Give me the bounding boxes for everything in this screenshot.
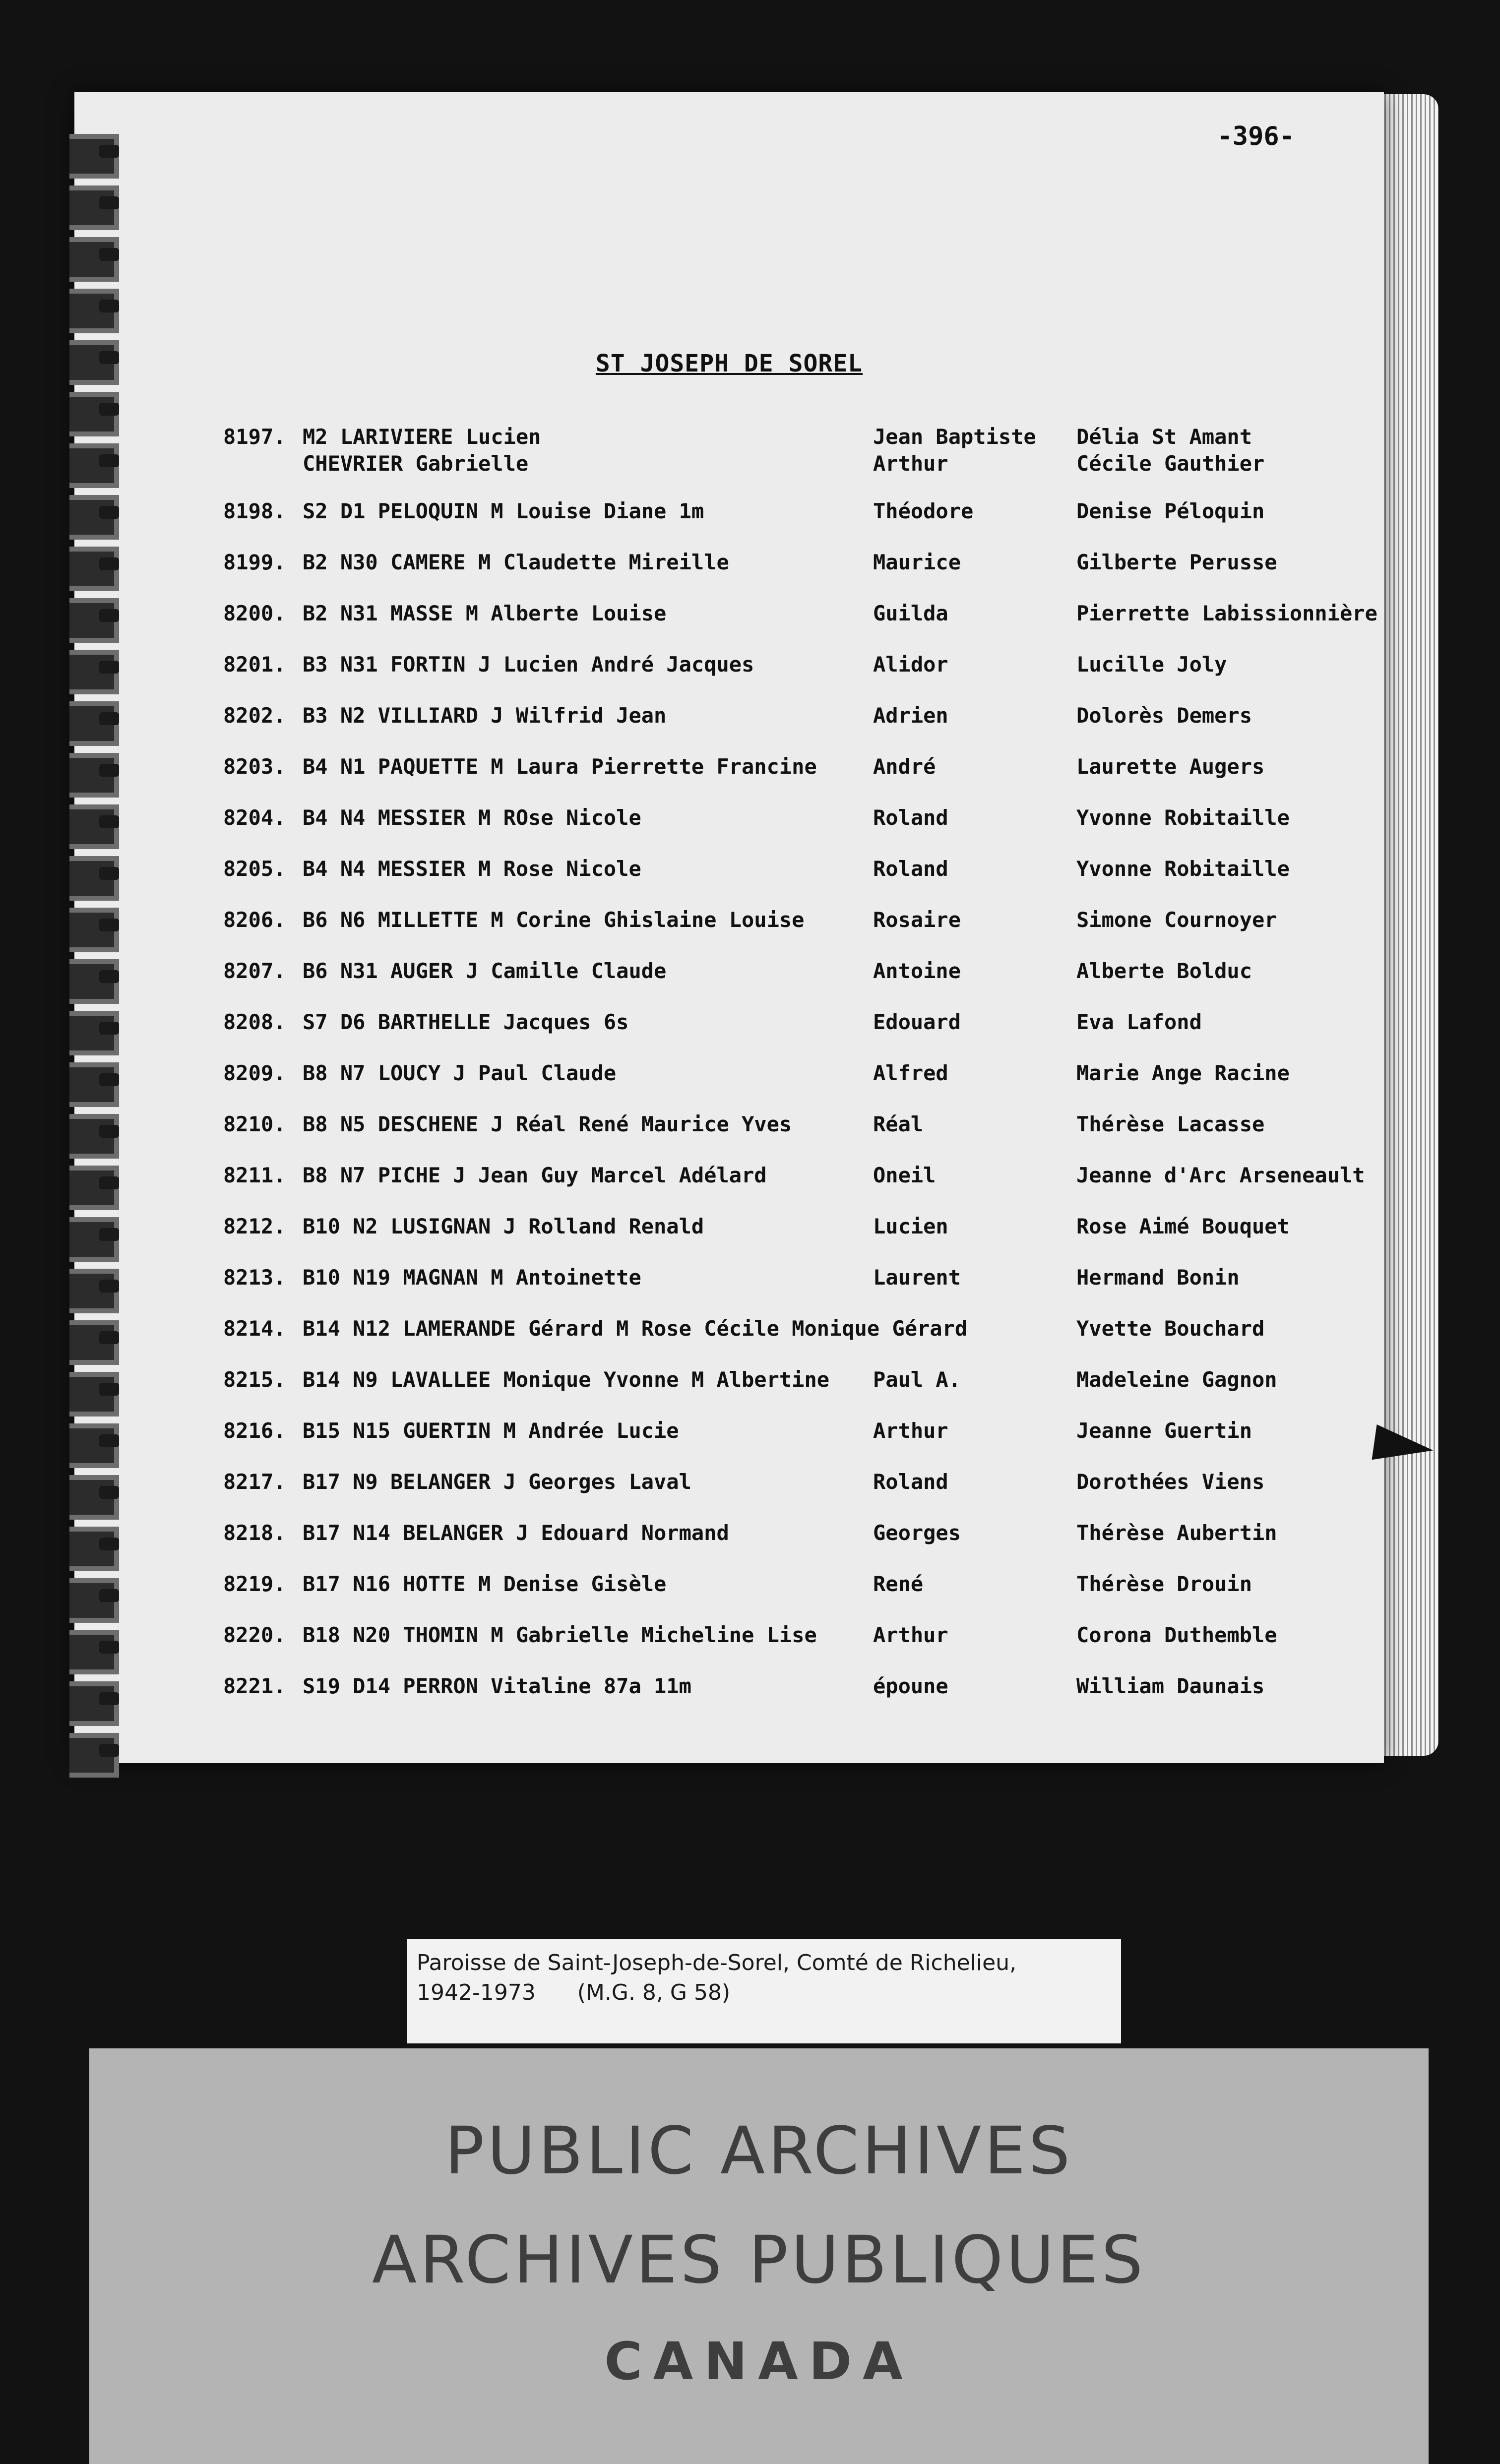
binding-ring	[69, 1217, 119, 1262]
entry-name: B4 N1 PAQUETTE M Laura Pierrette Francine	[303, 754, 817, 779]
binding-ring	[69, 289, 119, 333]
entry-father: Arthur	[873, 1623, 948, 1647]
entry-mother: Jeanne Guertin	[1076, 1418, 1252, 1443]
binding-ring	[69, 856, 119, 901]
entry-name: B18 N20 THOMIN M Gabrielle Micheline Lise	[303, 1623, 817, 1647]
register-entry	[223, 805, 1374, 856]
entry-number: 8210.	[223, 1112, 286, 1136]
entry-mother: Corona Duthemble	[1076, 1623, 1277, 1647]
stamp-line-3: CANADA	[604, 2331, 914, 2392]
binding-ring	[69, 1423, 119, 1468]
register-entry	[223, 754, 1374, 805]
entry-mother: Pierrette Labissionnière	[1076, 601, 1377, 625]
entry-father: René	[873, 1572, 924, 1596]
entry-number: 8204.	[223, 805, 286, 830]
entry-name: B17 N16 HOTTE M Denise Gisèle	[303, 1572, 667, 1596]
archives-stamp	[89, 2048, 1429, 2464]
entry-father: Maurice	[873, 550, 961, 574]
binding-ring	[69, 1578, 119, 1623]
entry-number: 8216.	[223, 1418, 286, 1443]
entry-father: Arthur	[873, 1418, 948, 1443]
entry-mother-2: Cécile Gauthier	[1076, 451, 1265, 476]
entry-number: 8203.	[223, 754, 286, 779]
register-entry	[223, 1367, 1374, 1418]
entry-mother: Yvonne Robitaille	[1076, 805, 1290, 830]
entry-father: Rosaire	[873, 908, 961, 932]
entry-number: 8208.	[223, 1010, 286, 1034]
caption-line-1: Paroisse de Saint-Joseph-de-Sorel, Comté de Richelieu,	[417, 1950, 1017, 1975]
entry-mother: Yvonne Robitaille	[1076, 857, 1290, 881]
stamp-line-2: ARCHIVES PUBLIQUES	[372, 2222, 1146, 2298]
register-entry	[223, 1673, 1374, 1725]
binding-ring	[69, 1372, 119, 1417]
caption-line-2: 1942-1973 (M.G. 8, G 58)	[417, 1980, 731, 2005]
entry-number: 8220.	[223, 1623, 286, 1647]
register-entry	[223, 1214, 1374, 1265]
binding-ring	[69, 1114, 119, 1159]
entry-mother: Laurette Augers	[1076, 754, 1265, 779]
register-entry	[223, 1571, 1374, 1622]
binding-ring	[69, 701, 119, 746]
entry-name: S19 D14 PERRON Vitaline 87a 11m	[303, 1674, 691, 1698]
entry-father: Antoine	[873, 959, 961, 983]
entry-father: Jean Baptiste	[873, 425, 1036, 449]
entry-number: 8212.	[223, 1214, 286, 1238]
entry-father: Laurent	[873, 1265, 961, 1290]
register-entry	[223, 1316, 1374, 1367]
entry-father: Edouard	[873, 1010, 961, 1034]
entry-name: B14 N12 LAMERANDE Gérard M Rose Cécile Monique Gérard	[303, 1316, 968, 1341]
entry-name-2: CHEVRIER Gabrielle	[303, 451, 529, 476]
entry-father: Théodore	[873, 499, 974, 523]
entry-number: 8198.	[223, 499, 286, 523]
binding-ring	[69, 598, 119, 643]
binding-ring	[69, 547, 119, 591]
binding-ring	[69, 237, 119, 282]
binding-ring	[69, 443, 119, 488]
register-entries	[223, 424, 1377, 1725]
register-page	[74, 92, 1384, 1763]
entry-name: B3 N31 FORTIN J Lucien André Jacques	[303, 652, 754, 677]
entry-name: B17 N14 BELANGER J Edouard Normand	[303, 1521, 729, 1545]
entry-name: B4 N4 MESSIER M ROse Nicole	[303, 805, 641, 830]
binding-ring	[69, 134, 119, 179]
register-entry	[223, 1622, 1374, 1673]
microfilm-caption	[407, 1939, 1121, 2043]
register-entry	[223, 1418, 1374, 1469]
entry-name: S2 D1 PELOQUIN M Louise Diane 1m	[303, 499, 704, 523]
entry-mother: Simone Cournoyer	[1076, 908, 1277, 932]
entry-mother: Thérèse Aubertin	[1076, 1521, 1277, 1545]
entry-number: 8207.	[223, 959, 286, 983]
binding-ring	[69, 1320, 119, 1365]
entry-name: B10 N2 LUSIGNAN J Rolland Renald	[303, 1214, 704, 1238]
entry-mother: Madeleine Gagnon	[1076, 1367, 1277, 1392]
register-title: ST JOSEPH DE SOREL	[595, 350, 863, 377]
entry-number: 8205.	[223, 857, 286, 881]
entry-father: Roland	[873, 1470, 948, 1494]
entry-mother: Thérèse Lacasse	[1076, 1112, 1265, 1136]
entry-father: Alidor	[873, 652, 948, 677]
entry-father: Réal	[873, 1112, 924, 1136]
entry-father: Guilda	[873, 601, 948, 625]
binding-ring	[69, 959, 119, 1004]
binding-ring	[69, 1166, 119, 1210]
register-entry	[223, 601, 1377, 652]
entry-mother: Gilberte Perusse	[1076, 550, 1277, 574]
binding-ring	[69, 1630, 119, 1674]
entry-name: S7 D6 BARTHELLE Jacques 6s	[303, 1010, 629, 1034]
entry-number: 8221.	[223, 1674, 286, 1698]
entry-name: B6 N31 AUGER J Camille Claude	[303, 959, 667, 983]
entry-mother: Lucille Joly	[1076, 652, 1227, 677]
register-entry	[223, 703, 1374, 754]
entry-number: 8197.	[223, 425, 286, 449]
entry-number: 8209.	[223, 1061, 286, 1085]
register-entry	[223, 550, 1374, 601]
binding-ring	[69, 1011, 119, 1055]
binding-ring	[69, 908, 119, 952]
entry-mother: Dolorès Demers	[1076, 703, 1252, 728]
entry-number: 8200.	[223, 601, 286, 625]
register-entry	[223, 907, 1374, 958]
entry-name: B6 N6 MILLETTE M Corine Ghislaine Louise	[303, 908, 805, 932]
binding-ring	[69, 650, 119, 694]
register-entry	[223, 1520, 1374, 1571]
entry-name: B8 N7 PICHE J Jean Guy Marcel Adélard	[303, 1163, 767, 1187]
entry-mother: Rose Aimé Bouquet	[1076, 1214, 1290, 1238]
entry-name: B8 N5 DESCHENE J Réal René Maurice Yves	[303, 1112, 792, 1136]
binding-ring	[69, 1062, 119, 1107]
entry-father: Paul A.	[873, 1367, 961, 1392]
binding-ring	[69, 340, 119, 385]
binding-ring	[69, 1527, 119, 1571]
binding-ring	[69, 185, 119, 230]
entry-mother: Denise Péloquin	[1076, 499, 1265, 523]
register-entry	[223, 424, 1374, 498]
entry-mother: Hermand Bonin	[1076, 1265, 1240, 1290]
entry-name: B2 N30 CAMERE M Claudette Mireille	[303, 550, 729, 574]
entry-mother: William Daunais	[1076, 1674, 1265, 1698]
binding-ring	[69, 804, 119, 849]
binding-ring	[69, 392, 119, 436]
binding-ring	[69, 495, 119, 540]
page-number: -396-	[1217, 122, 1295, 151]
entry-father: Roland	[873, 857, 948, 881]
entry-number: 8202.	[223, 703, 286, 728]
entry-number: 8199.	[223, 550, 286, 574]
entry-number: 8215.	[223, 1367, 286, 1392]
entry-name: B14 N9 LAVALLEE Monique Yvonne M Albertine	[303, 1367, 830, 1392]
entry-name: B4 N4 MESSIER M Rose Nicole	[303, 857, 641, 881]
register-entry	[223, 856, 1374, 907]
binding-ring	[69, 1733, 119, 1778]
register-entry	[223, 652, 1374, 703]
entry-number: 8219.	[223, 1572, 286, 1596]
entry-number: 8218.	[223, 1521, 286, 1545]
register-entry	[223, 1009, 1374, 1060]
entry-name: M2 LARIVIERE Lucien	[303, 425, 541, 449]
entry-name: B8 N7 LOUCY J Paul Claude	[303, 1061, 617, 1085]
entry-mother: Dorothées Viens	[1076, 1470, 1265, 1494]
entry-father: Lucien	[873, 1214, 948, 1238]
entry-father: Roland	[873, 805, 948, 830]
entry-mother: Marie Ange Racine	[1076, 1061, 1290, 1085]
register-entry	[223, 1469, 1374, 1520]
binding-ring	[69, 1681, 119, 1726]
entry-name: B15 N15 GUERTIN M Andrée Lucie	[303, 1418, 679, 1443]
register-entry	[223, 1111, 1374, 1163]
register-entry	[223, 1060, 1374, 1111]
entry-mother: Yvette Bouchard	[1076, 1316, 1265, 1341]
entry-father: époune	[873, 1674, 948, 1698]
register-entry	[223, 498, 1374, 550]
entry-name: B3 N2 VILLIARD J Wilfrid Jean	[303, 703, 667, 728]
entry-father: Adrien	[873, 703, 948, 728]
entry-mother: Délia St Amant	[1076, 425, 1252, 449]
register-entry	[223, 1163, 1374, 1214]
entry-number: 8206.	[223, 908, 286, 932]
entry-number: 8213.	[223, 1265, 286, 1290]
binding-ring	[69, 1269, 119, 1313]
entry-name: B10 N19 MAGNAN M Antoinette	[303, 1265, 641, 1290]
entry-father: André	[873, 754, 936, 779]
entry-father: Georges	[873, 1521, 961, 1545]
register-entry	[223, 1265, 1374, 1316]
entry-father-2: Arthur	[873, 451, 948, 476]
entry-mother: Thérèse Drouin	[1076, 1572, 1252, 1596]
register-entry	[223, 958, 1374, 1009]
entry-name: B2 N31 MASSE M Alberte Louise	[303, 601, 667, 625]
entry-father: Oneil	[873, 1163, 936, 1187]
binding-ring	[69, 1475, 119, 1520]
entry-number: 8217.	[223, 1470, 286, 1494]
entry-father: Alfred	[873, 1061, 948, 1085]
entry-number: 8201.	[223, 652, 286, 677]
entry-number: 8211.	[223, 1163, 286, 1187]
entry-mother: Jeanne d'Arc Arseneault	[1076, 1163, 1365, 1187]
entry-mother: Alberte Bolduc	[1076, 959, 1252, 983]
stamp-line-1: PUBLIC ARCHIVES	[444, 2113, 1073, 2189]
entry-mother: Eva Lafond	[1076, 1010, 1202, 1034]
entry-name: B17 N9 BELANGER J Georges Laval	[303, 1470, 691, 1494]
entry-number: 8214.	[223, 1316, 286, 1341]
binding-ring	[69, 753, 119, 798]
